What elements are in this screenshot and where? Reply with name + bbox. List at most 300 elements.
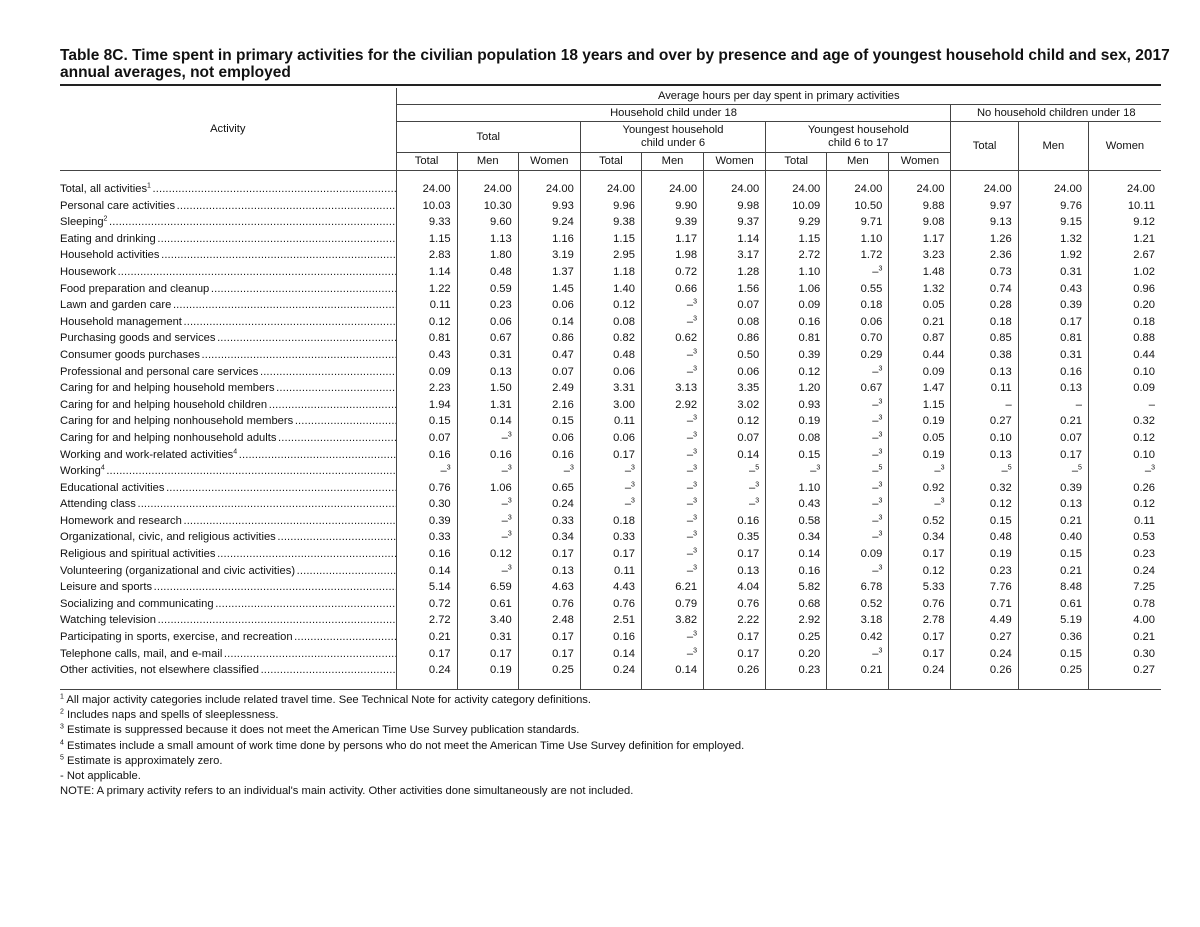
value-cell: –$^3$ bbox=[580, 496, 641, 513]
footnote-mark: 3 bbox=[940, 497, 945, 505]
value-cell: 10.09 bbox=[766, 198, 827, 215]
footnote-mark: 3 bbox=[878, 265, 883, 273]
spacer-cell bbox=[1088, 171, 1161, 182]
value-cell: –$^3$ bbox=[827, 563, 889, 580]
value-cell: 1.56 bbox=[704, 281, 766, 298]
footnote-mark: 3 bbox=[755, 480, 760, 488]
value-cell: 9.29 bbox=[766, 214, 827, 231]
value-cell: 0.13 bbox=[1018, 380, 1088, 397]
value-cell: 0.09 bbox=[889, 364, 951, 381]
value-cell: 0.52 bbox=[889, 513, 951, 530]
value-cell: 0.21 bbox=[1018, 563, 1088, 580]
value-cell: –$^3$ bbox=[641, 364, 703, 381]
value-cell: 9.98 bbox=[704, 198, 766, 215]
value-cell: 0.17 bbox=[1018, 314, 1088, 331]
value-cell: 0.06 bbox=[704, 364, 766, 381]
footnote-mark: 3 bbox=[507, 464, 512, 472]
row-label bbox=[60, 579, 396, 596]
value-cell: –$^3$ bbox=[580, 480, 641, 497]
value-cell: 0.16 bbox=[1018, 364, 1088, 381]
row-label bbox=[60, 314, 396, 331]
value-cell: 5.82 bbox=[766, 579, 827, 596]
value-cell: –$^3$ bbox=[827, 364, 889, 381]
value-cell: 0.16 bbox=[704, 513, 766, 530]
value-cell: 0.17 bbox=[889, 646, 951, 663]
value-cell: –$^3$ bbox=[766, 463, 827, 480]
table-body bbox=[60, 171, 1161, 690]
value-cell: 0.67 bbox=[827, 380, 889, 397]
row-label-text: Attending class . . . bbox=[60, 496, 396, 513]
value-cell: 9.38 bbox=[580, 214, 641, 231]
footnote-mark: 3 bbox=[878, 497, 883, 505]
row-label bbox=[60, 480, 396, 497]
value-cell: 0.12 bbox=[396, 314, 457, 331]
value-cell: 0.58 bbox=[766, 513, 827, 530]
footnote-mark: 3 bbox=[693, 298, 698, 306]
value-cell: 0.08 bbox=[580, 314, 641, 331]
value-cell: 0.43 bbox=[766, 496, 827, 513]
value-cell: 0.67 bbox=[457, 330, 518, 347]
value-cell: 2.78 bbox=[889, 612, 951, 629]
value-cell: 0.14 bbox=[518, 314, 580, 331]
value-cell: 0.26 bbox=[1088, 480, 1161, 497]
value-cell: 0.21 bbox=[1018, 413, 1088, 430]
footnote-mark: 4 bbox=[233, 447, 238, 455]
row-label-text: Purchasing goods and services . . . bbox=[60, 330, 396, 347]
value-cell: 0.31 bbox=[457, 347, 518, 364]
footnote-mark: 1 bbox=[60, 693, 64, 701]
value-cell: 0.07 bbox=[518, 364, 580, 381]
value-cell: 9.71 bbox=[827, 214, 889, 231]
spacer-cell bbox=[889, 679, 951, 690]
value-cell: 9.97 bbox=[951, 198, 1018, 215]
row-label-text: Housework . . . bbox=[60, 264, 396, 281]
value-cell: 0.07 bbox=[704, 430, 766, 447]
under6-header: Youngest household child under 6 bbox=[580, 122, 765, 153]
spacer-cell bbox=[457, 679, 518, 690]
row-label bbox=[60, 513, 396, 530]
value-cell: 0.13 bbox=[951, 364, 1018, 381]
table-row bbox=[60, 612, 1161, 629]
value-cell: 1.80 bbox=[457, 247, 518, 264]
value-cell: 0.31 bbox=[1018, 264, 1088, 281]
footnote-mark: 3 bbox=[940, 464, 945, 472]
value-cell: 0.30 bbox=[1088, 646, 1161, 663]
table-row bbox=[60, 529, 1161, 546]
value-cell: 9.93 bbox=[518, 198, 580, 215]
value-cell: 0.70 bbox=[827, 330, 889, 347]
value-cell: 0.26 bbox=[704, 662, 766, 679]
value-cell: 0.19 bbox=[457, 662, 518, 679]
value-cell: 24.00 bbox=[396, 181, 457, 198]
value-cell: 0.26 bbox=[951, 662, 1018, 679]
table-row bbox=[60, 662, 1161, 679]
value-cell: 0.21 bbox=[396, 629, 457, 646]
value-cell: 9.60 bbox=[457, 214, 518, 231]
value-cell: 0.21 bbox=[1018, 513, 1088, 530]
value-cell: 0.88 bbox=[1088, 330, 1161, 347]
value-cell: 0.17 bbox=[518, 546, 580, 563]
value-cell: 0.33 bbox=[518, 513, 580, 530]
table-row bbox=[60, 563, 1161, 580]
value-cell: 0.76 bbox=[704, 596, 766, 613]
footnote-mark: 5 bbox=[1078, 464, 1082, 472]
col-total-header: Total bbox=[396, 153, 457, 171]
value-cell: 0.44 bbox=[1088, 347, 1161, 364]
footnote-mark: 3 bbox=[693, 514, 698, 522]
row-label bbox=[60, 397, 396, 414]
value-cell: 1.10 bbox=[766, 264, 827, 281]
table-row bbox=[60, 231, 1161, 248]
value-cell: 0.19 bbox=[951, 546, 1018, 563]
value-cell: 0.19 bbox=[889, 447, 951, 464]
value-cell: 1.15 bbox=[766, 231, 827, 248]
activity-header: Activity bbox=[60, 88, 396, 171]
value-cell: –$^3$ bbox=[457, 496, 518, 513]
col-total-header: Total bbox=[580, 153, 641, 171]
value-cell: 1.13 bbox=[457, 231, 518, 248]
value-cell: 0.31 bbox=[457, 629, 518, 646]
value-cell: 0.39 bbox=[1018, 480, 1088, 497]
no-child-total-header: Total bbox=[951, 122, 1018, 171]
value-cell: 0.17 bbox=[518, 629, 580, 646]
footnote-mark: 3 bbox=[755, 497, 760, 505]
footnote-mark: 3 bbox=[507, 431, 512, 439]
value-cell: –$^3$ bbox=[827, 529, 889, 546]
row-label-text: Caring for and helping household members . . . bbox=[60, 380, 396, 397]
value-cell: 0.14 bbox=[580, 646, 641, 663]
spacer-row bbox=[60, 679, 1161, 690]
value-cell: 0.24 bbox=[1088, 563, 1161, 580]
value-cell: 24.00 bbox=[641, 181, 703, 198]
value-cell: 24.00 bbox=[766, 181, 827, 198]
value-cell: 0.81 bbox=[1018, 330, 1088, 347]
value-cell: –$^3$ bbox=[641, 513, 703, 530]
col-men-header: Men bbox=[641, 153, 703, 171]
value-cell: 0.39 bbox=[766, 347, 827, 364]
value-cell: 2.51 bbox=[580, 612, 641, 629]
value-cell: 0.13 bbox=[518, 563, 580, 580]
value-cell: 0.11 bbox=[580, 413, 641, 430]
value-cell: 4.49 bbox=[951, 612, 1018, 629]
value-cell: – bbox=[1018, 397, 1088, 414]
row-label bbox=[60, 247, 396, 264]
spacer-cell bbox=[457, 171, 518, 182]
value-cell: 9.90 bbox=[641, 198, 703, 215]
table-row bbox=[60, 430, 1161, 447]
value-cell: 0.25 bbox=[766, 629, 827, 646]
value-cell: –$^5$ bbox=[1018, 463, 1088, 480]
value-cell: 24.00 bbox=[518, 181, 580, 198]
value-cell: 6.21 bbox=[641, 579, 703, 596]
value-cell: 0.24 bbox=[951, 646, 1018, 663]
value-cell: 24.00 bbox=[704, 181, 766, 198]
value-cell: 0.23 bbox=[1088, 546, 1161, 563]
spacer-cell bbox=[1088, 679, 1161, 690]
footnote-mark: 3 bbox=[816, 464, 821, 472]
value-cell: 3.17 bbox=[704, 247, 766, 264]
value-cell: 0.52 bbox=[827, 596, 889, 613]
value-cell: 0.11 bbox=[1088, 513, 1161, 530]
footnote-mark: 3 bbox=[693, 447, 698, 455]
no-child-men-header: Men bbox=[1018, 122, 1088, 171]
value-cell: 9.37 bbox=[704, 214, 766, 231]
value-cell: 0.81 bbox=[396, 330, 457, 347]
value-cell: 0.20 bbox=[1088, 297, 1161, 314]
value-cell: 0.48 bbox=[580, 347, 641, 364]
value-cell: –$^3$ bbox=[518, 463, 580, 480]
value-cell: 1.15 bbox=[580, 231, 641, 248]
table-row bbox=[60, 463, 1161, 480]
value-cell: 2.23 bbox=[396, 380, 457, 397]
value-cell: 1.18 bbox=[580, 264, 641, 281]
value-cell: 0.65 bbox=[518, 480, 580, 497]
row-label bbox=[60, 463, 396, 480]
value-cell: 0.13 bbox=[1018, 496, 1088, 513]
table-row bbox=[60, 413, 1161, 430]
table-row bbox=[60, 496, 1161, 513]
value-cell: 0.16 bbox=[457, 447, 518, 464]
value-cell: 0.09 bbox=[827, 546, 889, 563]
value-cell: 0.13 bbox=[704, 563, 766, 580]
row-label-text: Lawn and garden care . . . bbox=[60, 297, 396, 314]
footnote-mark: 3 bbox=[878, 447, 883, 455]
row-label bbox=[60, 612, 396, 629]
value-cell: 0.39 bbox=[396, 513, 457, 530]
footnote-mark: 3 bbox=[1151, 464, 1155, 472]
value-cell: 0.40 bbox=[1018, 529, 1088, 546]
spacer-cell bbox=[889, 171, 951, 182]
footnote-mark: 3 bbox=[507, 563, 512, 571]
col-women-header: Women bbox=[889, 153, 951, 171]
value-cell: 0.38 bbox=[951, 347, 1018, 364]
row-label-text: Watching television . . . bbox=[60, 612, 396, 629]
spacer-cell bbox=[396, 679, 457, 690]
value-cell: 0.24 bbox=[580, 662, 641, 679]
spacer-cell bbox=[766, 171, 827, 182]
table-row bbox=[60, 198, 1161, 215]
spacer-row bbox=[60, 171, 1161, 182]
table-row bbox=[60, 297, 1161, 314]
footnote-mark: 3 bbox=[693, 547, 698, 555]
value-cell: 0.53 bbox=[1088, 529, 1161, 546]
footnote-mark: 3 bbox=[693, 630, 698, 638]
value-cell: –$^3$ bbox=[457, 463, 518, 480]
value-cell: 0.21 bbox=[1088, 629, 1161, 646]
value-cell: –$^3$ bbox=[396, 463, 457, 480]
value-cell: 0.55 bbox=[827, 281, 889, 298]
value-cell: 0.76 bbox=[889, 596, 951, 613]
value-cell: –$^3$ bbox=[641, 430, 703, 447]
value-cell: 0.11 bbox=[396, 297, 457, 314]
value-cell: 0.81 bbox=[766, 330, 827, 347]
value-cell: 0.12 bbox=[457, 546, 518, 563]
footnote-mark: 3 bbox=[878, 397, 883, 405]
value-cell: 9.15 bbox=[1018, 214, 1088, 231]
value-cell: 1.92 bbox=[1018, 247, 1088, 264]
footnote: $^1$ All major activity categories include related travel time. See Technical Note for activity category definitions. bbox=[60, 693, 592, 706]
value-cell: 0.16 bbox=[766, 314, 827, 331]
value-cell: 2.49 bbox=[518, 380, 580, 397]
value-cell: 0.06 bbox=[457, 314, 518, 331]
value-cell: 6.59 bbox=[457, 579, 518, 596]
value-cell: 0.16 bbox=[580, 629, 641, 646]
footnote-mark: 3 bbox=[878, 480, 883, 488]
value-cell: 0.92 bbox=[889, 480, 951, 497]
table-row bbox=[60, 513, 1161, 530]
value-cell: 0.39 bbox=[1018, 297, 1088, 314]
value-cell: 2.95 bbox=[580, 247, 641, 264]
value-cell: 0.42 bbox=[827, 629, 889, 646]
value-cell: 0.16 bbox=[518, 447, 580, 464]
value-cell: 0.18 bbox=[951, 314, 1018, 331]
table-row bbox=[60, 330, 1161, 347]
value-cell: –$^3$ bbox=[641, 480, 703, 497]
spacer-cell bbox=[641, 679, 703, 690]
row-label bbox=[60, 546, 396, 563]
row-label-text: Educational activities . . . bbox=[60, 480, 396, 497]
table-row bbox=[60, 447, 1161, 464]
row-label bbox=[60, 297, 396, 314]
value-cell: 0.15 bbox=[1018, 646, 1088, 663]
row-label-text: Personal care activities . . . bbox=[60, 198, 396, 215]
value-cell: 1.72 bbox=[827, 247, 889, 264]
avg-hours-header: Average hours per day spent in primary activities bbox=[396, 88, 1161, 105]
value-cell: 0.14 bbox=[704, 447, 766, 464]
value-cell: 0.12 bbox=[580, 297, 641, 314]
value-cell: 0.17 bbox=[704, 629, 766, 646]
value-cell: 0.14 bbox=[396, 563, 457, 580]
value-cell: 1.14 bbox=[396, 264, 457, 281]
value-cell: 0.16 bbox=[396, 447, 457, 464]
table-row bbox=[60, 596, 1161, 613]
value-cell: –$^3$ bbox=[641, 314, 703, 331]
value-cell: 2.83 bbox=[396, 247, 457, 264]
value-cell: 0.86 bbox=[704, 330, 766, 347]
value-cell: 0.34 bbox=[518, 529, 580, 546]
value-cell: –$^3$ bbox=[641, 447, 703, 464]
footnote-mark: 3 bbox=[878, 364, 883, 372]
spacer-cell bbox=[827, 679, 889, 690]
footnote-mark: 3 bbox=[693, 646, 698, 654]
value-cell: – bbox=[1088, 397, 1161, 414]
value-cell: 0.17 bbox=[704, 546, 766, 563]
spacer-cell bbox=[518, 679, 580, 690]
row-label-text: Participating in sports, exercise, and recreation . . . bbox=[60, 629, 396, 646]
value-cell: 0.24 bbox=[396, 662, 457, 679]
value-cell: 0.23 bbox=[766, 662, 827, 679]
table-title: Table 8C. Time spent in primary activities for the civilian population 18 years and over by presence and age of youngest household child and sex, 2017 annual averages, not employed bbox=[60, 47, 1170, 81]
value-cell: 0.17 bbox=[580, 546, 641, 563]
value-cell: 0.76 bbox=[518, 596, 580, 613]
value-cell: 2.92 bbox=[766, 612, 827, 629]
value-cell: 0.44 bbox=[889, 347, 951, 364]
row-label-text: Telephone calls, mail, and e-mail . . . bbox=[60, 646, 396, 663]
value-cell: –$^3$ bbox=[889, 463, 951, 480]
value-cell: –$^3$ bbox=[827, 513, 889, 530]
value-cell: 24.00 bbox=[827, 181, 889, 198]
value-cell: 9.13 bbox=[951, 214, 1018, 231]
value-cell: –$^3$ bbox=[457, 529, 518, 546]
row-label-text: Eating and drinking . . . bbox=[60, 231, 396, 248]
table-row bbox=[60, 264, 1161, 281]
value-cell: 2.48 bbox=[518, 612, 580, 629]
row-label-text: Food preparation and cleanup . . . bbox=[60, 281, 396, 298]
value-cell: 0.17 bbox=[580, 447, 641, 464]
value-cell: 2.72 bbox=[766, 247, 827, 264]
value-cell: 1.50 bbox=[457, 380, 518, 397]
footnote-mark: 3 bbox=[569, 464, 574, 472]
footnote-mark: 5 bbox=[60, 754, 64, 762]
value-cell: 24.00 bbox=[951, 181, 1018, 198]
value-cell: 1.17 bbox=[641, 231, 703, 248]
value-cell: 5.33 bbox=[889, 579, 951, 596]
value-cell: 0.14 bbox=[766, 546, 827, 563]
value-cell: 0.17 bbox=[1018, 447, 1088, 464]
value-cell: 0.74 bbox=[951, 281, 1018, 298]
value-cell: 0.33 bbox=[396, 529, 457, 546]
value-cell: 0.59 bbox=[457, 281, 518, 298]
row-label bbox=[60, 646, 396, 663]
value-cell: 0.17 bbox=[889, 546, 951, 563]
value-cell: 0.27 bbox=[1088, 662, 1161, 679]
value-cell: –$^3$ bbox=[889, 496, 951, 513]
footnote-mark: 3 bbox=[693, 497, 698, 505]
col-women-header: Women bbox=[704, 153, 766, 171]
value-cell: 0.18 bbox=[827, 297, 889, 314]
value-cell: 1.48 bbox=[889, 264, 951, 281]
value-cell: 10.30 bbox=[457, 198, 518, 215]
value-cell: –$^3$ bbox=[704, 480, 766, 497]
spacer-cell bbox=[518, 171, 580, 182]
footnote-mark: 3 bbox=[507, 514, 512, 522]
value-cell: 0.29 bbox=[827, 347, 889, 364]
value-cell: –$^3$ bbox=[641, 297, 703, 314]
value-cell: 0.09 bbox=[1088, 380, 1161, 397]
value-cell: 0.24 bbox=[889, 662, 951, 679]
col-men-header: Men bbox=[827, 153, 889, 171]
value-cell: 0.05 bbox=[889, 297, 951, 314]
value-cell: 1.10 bbox=[766, 480, 827, 497]
value-cell: 0.17 bbox=[704, 646, 766, 663]
value-cell: 9.08 bbox=[889, 214, 951, 231]
value-cell: –$^3$ bbox=[457, 513, 518, 530]
value-cell: 1.26 bbox=[951, 231, 1018, 248]
footnote-mark: 4 bbox=[60, 738, 64, 746]
value-cell: 0.73 bbox=[951, 264, 1018, 281]
value-cell: 0.23 bbox=[457, 297, 518, 314]
footnote-mark: 3 bbox=[878, 414, 883, 422]
footnote-mark: 5 bbox=[878, 464, 883, 472]
spacer-cell bbox=[704, 171, 766, 182]
table-row bbox=[60, 579, 1161, 596]
value-cell: 1.40 bbox=[580, 281, 641, 298]
spacer-cell bbox=[580, 171, 641, 182]
row-label bbox=[60, 496, 396, 513]
value-cell: 10.11 bbox=[1088, 198, 1161, 215]
value-cell: 0.12 bbox=[951, 496, 1018, 513]
value-cell: 10.50 bbox=[827, 198, 889, 215]
value-cell: 0.85 bbox=[951, 330, 1018, 347]
spacer-cell bbox=[1018, 679, 1088, 690]
value-cell: –$^3$ bbox=[641, 413, 703, 430]
value-cell: 0.18 bbox=[580, 513, 641, 530]
row-label-text: Working$^4$ . . . bbox=[60, 463, 396, 480]
col-total-header: Total bbox=[766, 153, 827, 171]
row-label-text: Sleeping$^2$ . . . bbox=[60, 214, 396, 231]
hh-child-header: Household child under 18 bbox=[396, 105, 951, 122]
value-cell: 7.25 bbox=[1088, 579, 1161, 596]
